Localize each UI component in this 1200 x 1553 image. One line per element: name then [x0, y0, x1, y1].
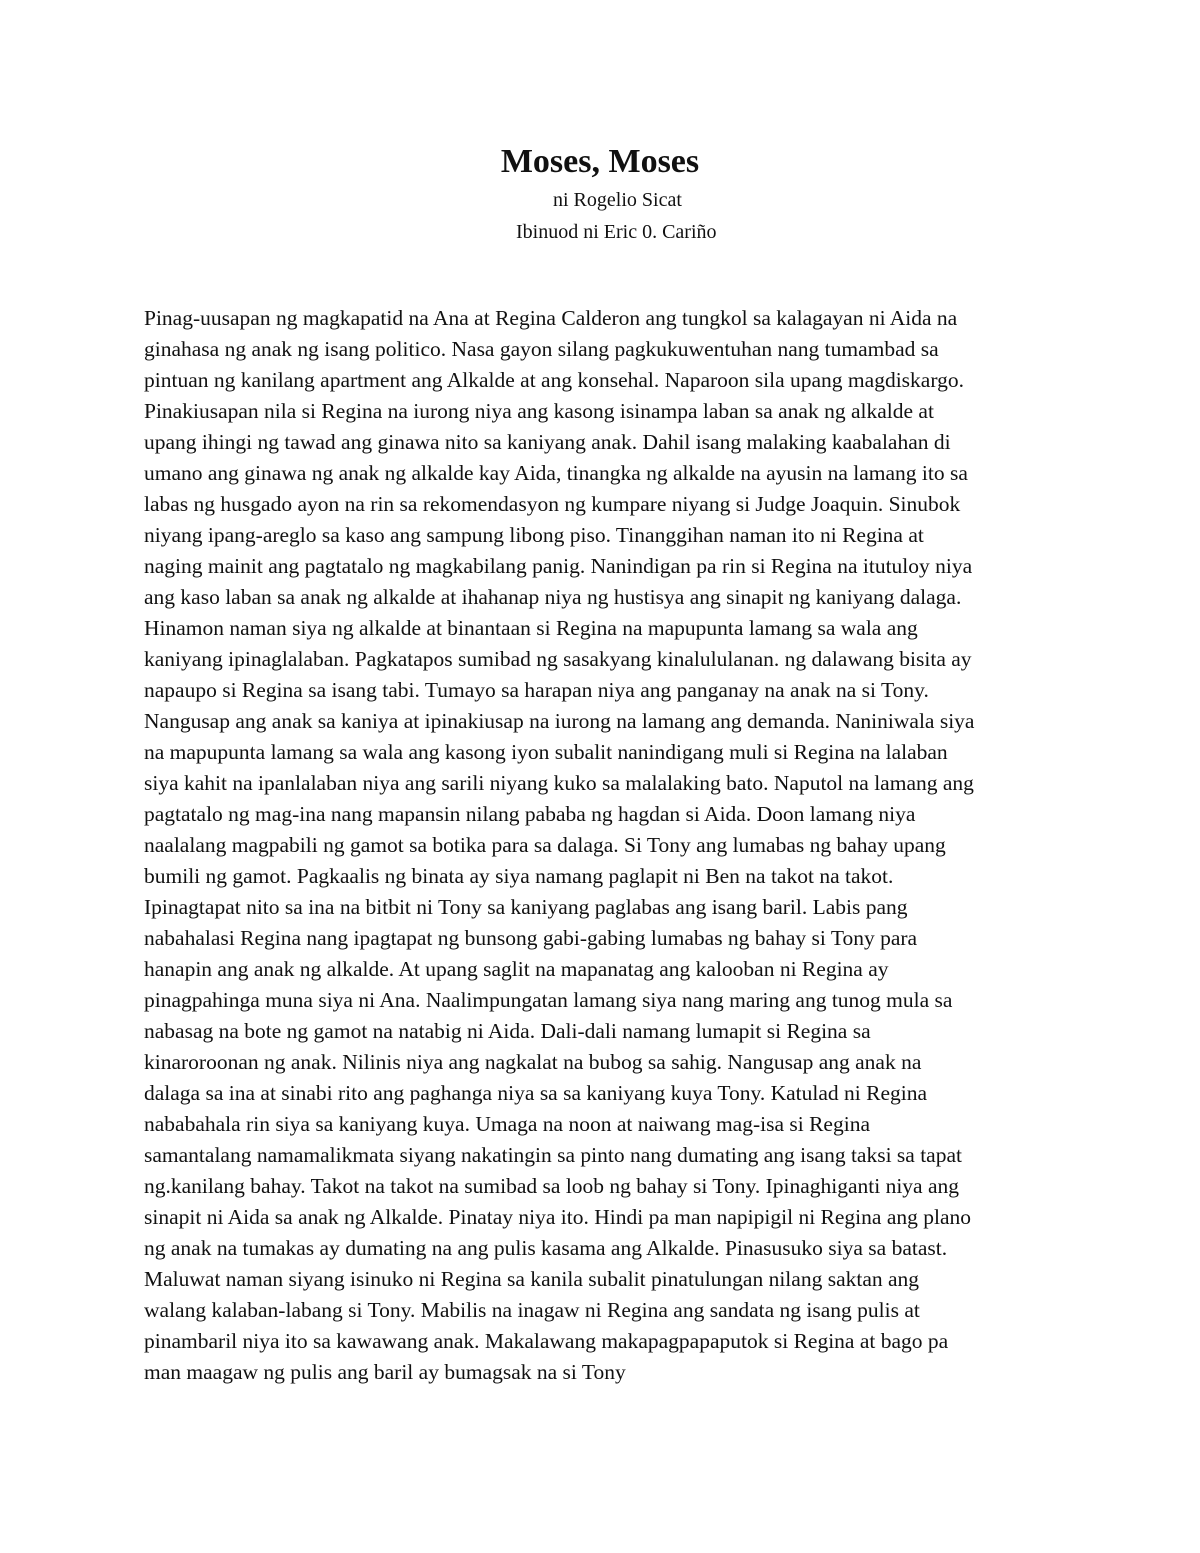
body-line: nabahalasi Regina nang ipagtapat ng bunsong gabi-gabing lumabas ng bahay si Tony para: [144, 926, 918, 950]
body-line: pinambaril niya ito sa kawawang anak. Makalawang makapagpapaputok si Regina at bago pa: [144, 1329, 949, 1353]
body-line: nabasag na bote ng gamot na natabig ni Aida. Dali-dali namang lumapit si Regina sa: [144, 1019, 871, 1043]
body-line: Ipinagtapat nito sa ina na bitbit ni Tony sa kaniyang paglabas ang isang baril. Labis pang: [144, 895, 908, 919]
body-line: na mapupunta lamang sa wala ang kasong iyon subalit nanindigang muli si Regina na lalaban: [144, 740, 948, 764]
body-line: bumili ng gamot. Pagkaalis ng binata ay siya namang paglapit ni Ben na takot na takot.: [144, 864, 894, 888]
body-line: kinaroroonan ng anak. Nilinis niya ang nagkalat na bubog sa sahig. Nangusap ang anak na: [144, 1050, 922, 1074]
body-line: kaniyang ipinaglalaban. Pagkatapos sumibad ng sasakyang kinalululanan. ng dalawang bisita ay: [144, 647, 972, 671]
body-line: walang kalaban-labang si Tony. Mabilis na inagaw ni Regina ang sandata ng isang pulis at: [144, 1298, 920, 1322]
body-line: niyang ipang-areglo sa kaso ang sampung libong piso. Tinanggihan naman ito ni Regina at: [144, 523, 924, 547]
body-line: sinapit ni Aida sa anak ng Alkalde. Pinatay niya ito. Hindi pa man napipigil ni Regina ang plano: [144, 1205, 972, 1229]
adapter-line: Ibinuod ni Eric 0. Cariño: [516, 221, 717, 243]
body-line: ng.kanilang bahay. Takot na takot na sumibad sa loob ng bahay si Tony. Ipinaghiganti niya ang: [144, 1174, 960, 1198]
body-line: naalalang magpabili ng gamot sa botika para sa dalaga. Si Tony ang lumabas ng bahay upang: [144, 833, 946, 857]
body-line: Hinamon naman siya ng alkalde at binantaan si Regina na mapupunta lamang sa wala ang: [144, 616, 918, 640]
body-line: Pinakiusapan nila si Regina na iurong niya ang kasong isinampa laban sa anak ng alkalde at: [144, 399, 934, 423]
body-line: pinagpahinga muna siya ni Ana. Naalimpungatan lamang siya nang maring ang tunog mula sa: [144, 988, 953, 1012]
body-line: naging mainit ang pagtatalo ng magkabilang panig. Nanindigan pa rin si Regina na itutuloy niya: [144, 554, 973, 578]
body-line: Maluwat naman siyang isinuko ni Regina sa kanila subalit pinatulungan nilang saktan ang: [144, 1267, 920, 1291]
body-line: upang ihingi ng tawad ang ginawa nito sa kaniyang anak. Dahil isang malaking kaabalahan di: [144, 430, 951, 454]
document-title: Moses, Moses: [500, 143, 700, 180]
body-line: Pinag-uusapan ng magkapatid na Ana at Regina Calderon ang tungkol sa kalagayan ni Aida na: [144, 306, 958, 330]
body-line: Nangusap ang anak sa kaniya at ipinakiusap na iurong na lamang ang demanda. Naniniwala siya: [144, 709, 975, 733]
body-line: siya kahit na ipanlalaban niya ang sarili niyang kuko sa malalaking bato. Naputol na lamang ang: [144, 771, 974, 795]
body-line: umano ang ginawa ng anak ng alkalde kay Aida, tinangka ng alkalde na ayusin na lamang ito sa: [144, 461, 968, 485]
body-line: ang kaso laban sa anak ng alkalde at ihahanap niya ng hustisya ang sinapit ng kaniyang dalaga.: [144, 585, 962, 609]
body-line: nababahala rin siya sa kaniyang kuya. Umaga na noon at naiwang mag-isa si Regina: [144, 1112, 870, 1136]
body-line: man maagaw ng pulis ang baril ay bumagsak na si Tony: [144, 1360, 626, 1384]
body-line: ginahasa ng anak ng isang politico. Nasa gayon silang pagkukuwentuhan nang tumambad sa: [144, 337, 939, 361]
body-line: pintuan ng kanilang apartment ang Alkalde at ang konsehal. Naparoon sila upang magdiskargo.: [144, 368, 964, 392]
body-line: labas ng husgado ayon na rin sa rekomendasyon ng kumpare niyang si Judge Joaquin. Sinubok: [144, 492, 961, 516]
author-line: ni Rogelio Sicat: [553, 189, 682, 211]
body-line: hanapin ang anak ng alkalde. At upang saglit na mapanatag ang kalooban ni Regina ay: [144, 957, 889, 981]
body-line: napaupo si Regina sa isang tabi. Tumayo sa harapan niya ang panganay na anak na si Tony.: [144, 678, 929, 702]
body-line: samantalang namamalikmata siyang nakatingin sa pinto nang dumating ang isang taksi sa tapat: [144, 1143, 962, 1167]
body-line: pagtatalo ng mag-ina nang mapansin nilang pababa ng hagdan si Aida. Doon lamang niya: [144, 802, 916, 826]
body-line: ng anak na tumakas ay dumating na ang pulis kasama ang Alkalde. Pinasusuko siya sa batast.: [144, 1236, 948, 1260]
body-line: dalaga sa ina at sinabi rito ang paghanga niya sa sa kaniyang kuya Tony. Katulad ni Regina: [144, 1081, 928, 1105]
body-paragraph: [144, 303, 1064, 1388]
